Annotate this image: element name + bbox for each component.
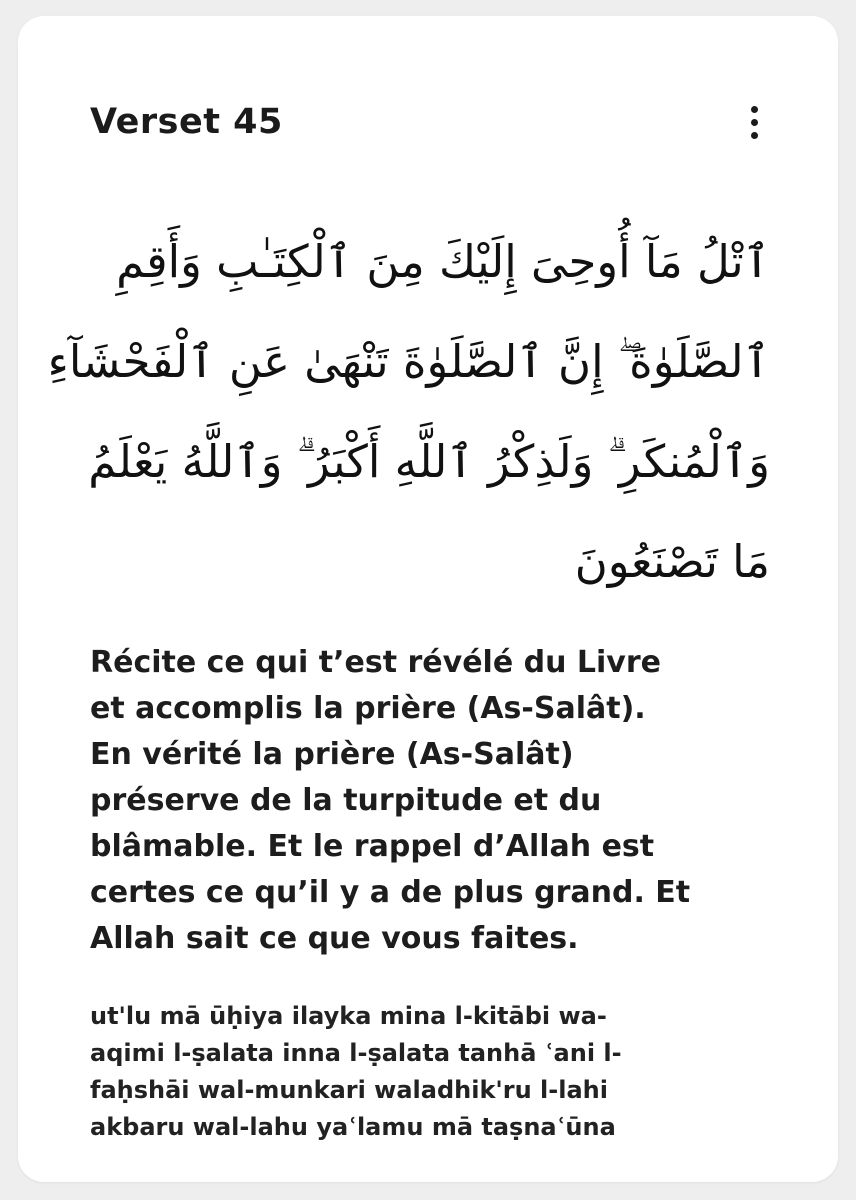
- translation-line: et accomplis la prière (As-Salât).: [90, 691, 646, 726]
- transliteration-line: faḥshāi wal-munkari waladhik'ru l-lahi: [90, 1076, 608, 1104]
- transliteration-text: [90, 998, 768, 1146]
- transliteration-line: aqimi l-ṣalata inna l-ṣalata tanhā ʿani l-: [90, 1039, 622, 1067]
- verse-card: [18, 16, 838, 1182]
- translation-line: En vérité la prière (As-Salât): [90, 737, 574, 772]
- arabic-line: ٱلصَّلَوٰةَ ۖ إِنَّ ٱلصَّلَوٰةَ تَنْهَىٰ عَنِ ٱلْفَحْشَآءِ: [47, 335, 770, 388]
- french-translation: [90, 640, 768, 962]
- translation-line: Allah sait ce que vous faites.: [90, 921, 579, 956]
- translation-line: Récite ce qui t’est révélé du Livre: [90, 645, 661, 680]
- more-vertical-icon: [751, 119, 758, 126]
- arabic-verse-text: [47, 212, 770, 612]
- translation-line: blâmable. Et le rappel d’Allah est: [90, 829, 655, 864]
- arabic-line: وَٱلْمُنكَرِ ۗ وَلَذِكْرُ ٱللَّهِ أَكْبَرُ ۗ وَٱللَّهُ يَعْلَمُ: [88, 435, 770, 488]
- translation-line: préserve de la turpitude et du: [90, 783, 602, 818]
- verse-header: [90, 98, 766, 146]
- arabic-line: ٱتْلُ مَآ أُوحِىَ إِلَيْكَ مِنَ ٱلْكِتَـٰبِ وَأَقِمِ: [116, 235, 770, 288]
- arabic-line: مَا تَصْنَعُونَ: [574, 535, 770, 588]
- more-options-button[interactable]: [736, 98, 772, 146]
- transliteration-line: ut'lu mā ūḥiya ilayka mina l-kitābi wa-: [90, 1002, 607, 1030]
- verse-title: Verset 45: [90, 102, 283, 142]
- more-vertical-icon: [751, 106, 758, 113]
- more-vertical-icon: [751, 132, 758, 139]
- translation-line: certes ce qu’il y a de plus grand. Et: [90, 875, 691, 910]
- transliteration-line: akbaru wal-lahu yaʿlamu mā taṣnaʿūna: [90, 1113, 616, 1141]
